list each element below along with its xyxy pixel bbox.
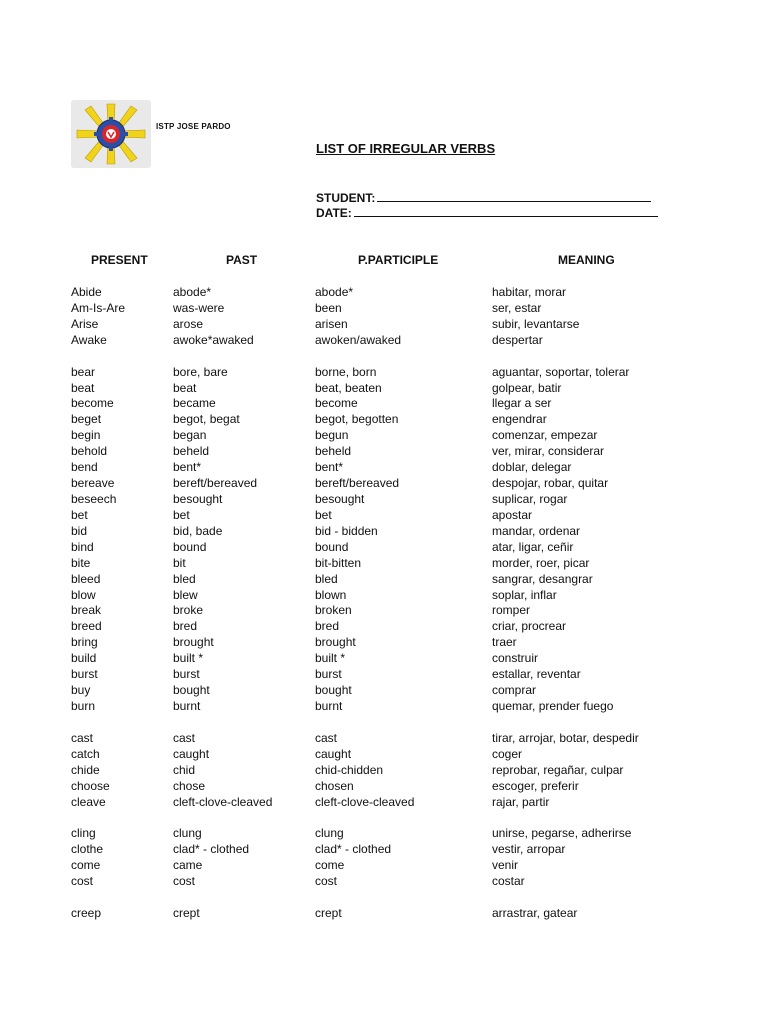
verb-participle: bid - bidden bbox=[315, 523, 378, 538]
verb-meaning: despertar bbox=[492, 332, 543, 347]
verb-row bbox=[71, 317, 711, 333]
verb-meaning: ver, mirar, considerar bbox=[492, 444, 605, 459]
verb-meaning: sangrar, desangrar bbox=[492, 571, 593, 586]
verb-row bbox=[71, 842, 711, 858]
verb-row bbox=[71, 731, 711, 747]
verb-participle: awoken/awaked bbox=[315, 332, 402, 347]
date-field bbox=[316, 206, 658, 220]
verb-participle: clad* - clothed bbox=[315, 842, 392, 857]
verb-meaning: traer bbox=[492, 635, 517, 650]
verb-meaning: atar, ligar, ceñir bbox=[492, 539, 574, 554]
verb-participle: arisen bbox=[315, 316, 348, 331]
verb-past: caught bbox=[173, 746, 210, 761]
verb-past: bled bbox=[173, 571, 196, 586]
verb-present: cleave bbox=[71, 794, 106, 809]
verb-meaning: apostar bbox=[492, 507, 533, 522]
verb-row bbox=[71, 858, 711, 874]
verb-row bbox=[71, 603, 711, 619]
verb-row bbox=[71, 763, 711, 779]
verb-participle: broken bbox=[315, 603, 352, 618]
verb-present: burn bbox=[71, 698, 96, 713]
verb-past: chose bbox=[173, 778, 206, 793]
verb-past: crept bbox=[173, 905, 200, 920]
verb-meaning: tirar, arrojar, botar, despedir bbox=[492, 730, 639, 745]
date-blank-line bbox=[354, 207, 658, 217]
verb-meaning: ser, estar bbox=[492, 300, 542, 315]
verb-present: bleed bbox=[71, 571, 101, 586]
verb-participle: borne, born bbox=[315, 364, 377, 379]
verb-past: cast bbox=[173, 730, 196, 745]
verb-participle: bred bbox=[315, 619, 340, 634]
verb-participle: bent* bbox=[315, 460, 344, 475]
verb-meaning: vestir, arropar bbox=[492, 842, 566, 857]
verb-participle: cast bbox=[315, 730, 338, 745]
verb-present: beseech bbox=[71, 491, 117, 506]
verb-participle: clung bbox=[315, 826, 344, 841]
verb-participle: bound bbox=[315, 539, 349, 554]
verb-past: bereft/bereaved bbox=[173, 476, 258, 491]
verb-present: burst bbox=[71, 667, 98, 682]
verb-present: catch bbox=[71, 746, 100, 761]
verb-past: beheld bbox=[173, 444, 210, 459]
verb-meaning: costar bbox=[492, 874, 525, 889]
verb-meaning: criar, procrear bbox=[492, 619, 567, 634]
column-header-participle: P.PARTICIPLE bbox=[358, 253, 439, 267]
verb-participle: bit-bitten bbox=[315, 555, 362, 570]
verb-present: become bbox=[71, 396, 114, 411]
verb-row bbox=[71, 396, 711, 412]
verb-past: cost bbox=[173, 874, 196, 889]
verb-row bbox=[71, 460, 711, 476]
verb-past: bit bbox=[173, 555, 186, 570]
verb-meaning: escoger, preferir bbox=[492, 778, 579, 793]
verb-participle: been bbox=[315, 300, 342, 315]
verb-present: Arise bbox=[71, 316, 99, 331]
verb-past: clad* - clothed bbox=[173, 842, 250, 857]
verb-past: brought bbox=[173, 635, 214, 650]
verb-past: built * bbox=[173, 651, 204, 666]
verb-meaning: coger bbox=[492, 746, 523, 761]
verb-past: bred bbox=[173, 619, 198, 634]
verb-row bbox=[71, 747, 711, 763]
verb-row bbox=[71, 508, 711, 524]
verb-participle: bereft/bereaved bbox=[315, 476, 400, 491]
verb-present: clothe bbox=[71, 842, 104, 857]
verb-row bbox=[71, 667, 711, 683]
school-name: ISTP JOSE PARDO bbox=[156, 122, 231, 131]
verb-meaning: habitar, morar bbox=[492, 285, 567, 299]
verb-row bbox=[71, 428, 711, 444]
verb-participle: cost bbox=[315, 874, 338, 889]
verb-row bbox=[71, 412, 711, 428]
verb-participle: bled bbox=[315, 571, 338, 586]
group-spacer bbox=[71, 349, 711, 365]
verb-past: bid, bade bbox=[173, 523, 223, 538]
school-logo bbox=[71, 100, 151, 168]
verb-participle: cleft-clove-cleaved bbox=[315, 794, 415, 809]
verb-present: behold bbox=[71, 444, 108, 459]
verb-meaning: morder, roer, picar bbox=[492, 555, 590, 570]
verb-past: bound bbox=[173, 539, 207, 554]
verb-row bbox=[71, 301, 711, 317]
verb-row bbox=[71, 588, 711, 604]
verb-meaning: doblar, delegar bbox=[492, 460, 572, 475]
verb-present: blow bbox=[71, 587, 96, 602]
verb-meaning: despojar, robar, quitar bbox=[492, 476, 609, 491]
verb-present: build bbox=[71, 651, 97, 666]
verb-participle: bought bbox=[315, 683, 352, 698]
verb-meaning: romper bbox=[492, 603, 531, 618]
verb-row bbox=[71, 874, 711, 890]
verb-row bbox=[71, 795, 711, 811]
verb-participle: abode* bbox=[315, 285, 354, 299]
verb-meaning: reprobar, regañar, culpar bbox=[492, 762, 624, 777]
verb-past: bent* bbox=[173, 460, 202, 475]
group-spacer bbox=[71, 715, 711, 731]
verb-participle: become bbox=[315, 396, 358, 411]
verb-past: bet bbox=[173, 507, 190, 522]
verb-participle: burst bbox=[315, 667, 342, 682]
verb-meaning: mandar, ordenar bbox=[492, 523, 581, 538]
verb-present: creep bbox=[71, 905, 102, 920]
verb-meaning: llegar a ser bbox=[492, 396, 552, 411]
verb-past: bore, bare bbox=[173, 364, 228, 379]
verb-present: bite bbox=[71, 555, 91, 570]
verb-participle: blown bbox=[315, 587, 347, 602]
verb-present: bet bbox=[71, 507, 88, 522]
verb-past: beat bbox=[173, 380, 197, 395]
verb-row bbox=[71, 619, 711, 635]
verb-row bbox=[71, 906, 711, 922]
verb-participle: chid-chidden bbox=[315, 762, 384, 777]
verb-present: come bbox=[71, 858, 101, 873]
verb-participle: built * bbox=[315, 651, 346, 666]
verb-present: begin bbox=[71, 428, 101, 443]
verb-present: bring bbox=[71, 635, 98, 650]
verb-row bbox=[71, 476, 711, 492]
verb-present: Awake bbox=[71, 332, 107, 347]
verb-past: cleft-clove-cleaved bbox=[173, 794, 273, 809]
verb-participle: come bbox=[315, 858, 345, 873]
verb-meaning: construir bbox=[492, 651, 539, 666]
student-label: STUDENT: bbox=[316, 191, 376, 205]
verb-past: burnt bbox=[173, 698, 201, 713]
verb-participle: begun bbox=[315, 428, 349, 443]
verb-participle: besought bbox=[315, 491, 365, 506]
verb-present: bid bbox=[71, 523, 88, 538]
verb-past: awoke*awaked bbox=[173, 332, 254, 347]
verb-participle: brought bbox=[315, 635, 356, 650]
verb-present: beget bbox=[71, 412, 102, 427]
verb-meaning: comprar bbox=[492, 683, 537, 698]
verb-past: besought bbox=[173, 491, 223, 506]
date-label: DATE: bbox=[316, 206, 352, 220]
verb-meaning: unirse, pegarse, adherirse bbox=[492, 826, 632, 841]
verb-present: bereave bbox=[71, 476, 115, 491]
verb-present: break bbox=[71, 603, 102, 618]
verb-row bbox=[71, 556, 711, 572]
verb-present: Abide bbox=[71, 285, 102, 299]
verb-present: buy bbox=[71, 683, 91, 698]
verb-present: cast bbox=[71, 730, 94, 745]
verb-past: became bbox=[173, 396, 216, 411]
verb-past: broke bbox=[173, 603, 204, 618]
verb-present: bind bbox=[71, 539, 94, 554]
verb-row bbox=[71, 492, 711, 508]
verb-meaning: comenzar, empezar bbox=[492, 428, 598, 443]
verb-past: clung bbox=[173, 826, 202, 841]
verb-row bbox=[71, 779, 711, 795]
group-spacer bbox=[71, 890, 711, 906]
verb-row bbox=[71, 572, 711, 588]
verb-past: blew bbox=[173, 587, 198, 602]
verb-row bbox=[71, 699, 711, 715]
verb-meaning: subir, levantarse bbox=[492, 316, 580, 331]
verb-past: chid bbox=[173, 762, 196, 777]
verb-past: abode* bbox=[173, 285, 212, 299]
verb-participle: caught bbox=[315, 746, 352, 761]
verb-meaning: golpear, batir bbox=[492, 380, 562, 395]
verb-row bbox=[71, 381, 711, 397]
verb-past: began bbox=[173, 428, 207, 443]
verb-row bbox=[71, 524, 711, 540]
verb-present: chide bbox=[71, 762, 100, 777]
verb-participle: bet bbox=[315, 507, 332, 522]
student-field bbox=[316, 191, 651, 205]
verb-participle: burnt bbox=[315, 698, 343, 713]
verb-meaning: arrastrar, gatear bbox=[492, 905, 578, 920]
verb-meaning: aguantar, soportar, tolerar bbox=[492, 364, 630, 379]
group-spacer bbox=[71, 810, 711, 826]
verb-table bbox=[71, 285, 711, 922]
verb-participle: crept bbox=[315, 905, 342, 920]
verb-past: was-were bbox=[173, 300, 225, 315]
column-header-past: PAST bbox=[226, 253, 258, 267]
verb-row bbox=[71, 365, 711, 381]
verb-present: bear bbox=[71, 364, 96, 379]
verb-row bbox=[71, 444, 711, 460]
verb-row bbox=[71, 826, 711, 842]
verb-participle: chosen bbox=[315, 778, 354, 793]
verb-row bbox=[71, 285, 711, 301]
document-title: LIST OF IRREGULAR VERBS bbox=[316, 141, 496, 156]
verb-meaning: venir bbox=[492, 858, 519, 873]
verb-present: Am-Is-Are bbox=[71, 300, 125, 315]
verb-row bbox=[71, 635, 711, 651]
verb-row bbox=[71, 651, 711, 667]
verb-present: cost bbox=[71, 874, 94, 889]
verb-past: burst bbox=[173, 667, 200, 682]
verb-past: arose bbox=[173, 316, 204, 331]
verb-meaning: soplar, inflar bbox=[492, 587, 557, 602]
verb-past: came bbox=[173, 858, 203, 873]
verb-meaning: rajar, partir bbox=[492, 794, 550, 809]
verb-meaning: quemar, prender fuego bbox=[492, 698, 614, 713]
column-header-present: PRESENT bbox=[91, 253, 148, 267]
verb-present: beat bbox=[71, 380, 95, 395]
verb-meaning: estallar, reventar bbox=[492, 667, 581, 682]
verb-present: bend bbox=[71, 460, 98, 475]
verb-participle: beat, beaten bbox=[315, 380, 382, 395]
verb-row bbox=[71, 333, 711, 349]
verb-meaning: engendrar bbox=[492, 412, 547, 427]
verb-participle: begot, begotten bbox=[315, 412, 399, 427]
verb-row bbox=[71, 540, 711, 556]
column-header-meaning: MEANING bbox=[558, 253, 615, 267]
verb-meaning: suplicar, rogar bbox=[492, 491, 568, 506]
verb-present: cling bbox=[71, 826, 96, 841]
verb-past: begot, begat bbox=[173, 412, 240, 427]
verb-present: choose bbox=[71, 778, 110, 793]
verb-participle: beheld bbox=[315, 444, 352, 459]
verb-row bbox=[71, 683, 711, 699]
verb-present: breed bbox=[71, 619, 102, 634]
student-blank-line bbox=[377, 192, 651, 202]
verb-past: bought bbox=[173, 683, 210, 698]
